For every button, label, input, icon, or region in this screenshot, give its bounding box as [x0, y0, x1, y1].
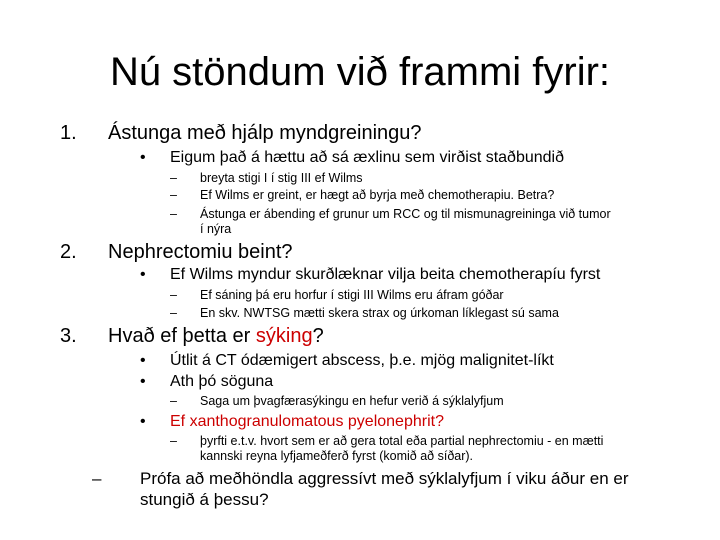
- item-3-bullet-2: •: [140, 373, 146, 390]
- item-1-subsub-3-cont: í nýra: [200, 222, 232, 236]
- item-1-dash-1: –: [170, 171, 177, 185]
- item-3-text-before: Hvað ef þetta er: [108, 325, 256, 347]
- item-3-text-red: sýking: [255, 325, 313, 347]
- item-1-subsub-2: Ef Wilms er greint, er hægt að byrja með chemotherapiu. Betra?: [200, 188, 555, 202]
- item-1-subsub-3: Ástunga er ábending ef grunur um RCC og til mismunagreininga við tumor: [200, 207, 611, 221]
- item-3-subsub-2-line-2: kannski reyna lyfjameðferð fyrst (komið að síðar).: [200, 449, 474, 463]
- item-3-number: 3.: [60, 325, 77, 347]
- item-3-sub-1-line-2: Ath þó söguna: [170, 373, 274, 390]
- item-3-subsub-2-line-1: þyrfti e.t.v. hvort sem er að gera total eða partial nephrectomiu - en mætti: [200, 434, 604, 448]
- item-3-dash-2: –: [170, 434, 177, 448]
- item-2-bullet: •: [140, 266, 146, 283]
- slide-title: Nú stöndum við frammi fyrir:: [109, 50, 611, 94]
- item-2-subsub-1: Ef sáning þá eru horfur í stigi III Wilms eru áfram góðar: [200, 288, 504, 302]
- item-2-sub: Ef Wilms myndur skurðlæknar vilja beita chemotherapíu fyrst: [170, 266, 601, 283]
- item-1-number: 1.: [60, 122, 77, 144]
- final-dash: –: [92, 469, 102, 488]
- item-1-dash-2: –: [170, 188, 177, 202]
- item-3-text-after: ?: [312, 325, 324, 347]
- item-3-text: [108, 325, 324, 348]
- item-1-dash-3: –: [170, 207, 177, 221]
- item-2-dash-1: –: [170, 288, 177, 302]
- item-3-bullet-1: •: [140, 352, 146, 369]
- item-2-dash-2: –: [170, 306, 177, 320]
- item-1-bullet: •: [140, 149, 146, 166]
- item-1-text: Ástunga með hjálp myndgreiningu?: [108, 122, 422, 144]
- item-2-subsub-2: En skv. NWTSG mætti skera strax og úrkoman líklegast sú sama: [200, 306, 559, 320]
- item-2-number: 2.: [60, 241, 77, 263]
- final-line-2: stungið á þessu?: [140, 490, 269, 509]
- final-line-1: Prófa að meðhöndla aggressívt með sýklalyfjum í viku áður en er: [140, 469, 629, 488]
- item-3-dash-1: –: [170, 394, 177, 408]
- item-1-subsub-1: breyta stigi I í stig III ef Wilms: [200, 171, 363, 185]
- item-2-text: Nephrectomiu beint?: [108, 241, 293, 263]
- item-3-subsub-1: Saga um þvagfærasýkingu en hefur verið á sýklalyfjum: [200, 394, 504, 408]
- item-3-sub-1-line-1: Útlit á CT ódæmigert abscess, þ.e. mjög malignitet-líkt: [170, 352, 554, 369]
- item-3-bullet-3: •: [140, 413, 146, 430]
- item-3-sub-2: Ef xanthogranulomatous pyelonephrit?: [170, 413, 444, 430]
- item-1-sub: Eigum það á hættu að sá æxlinu sem virðist staðbundið: [170, 149, 564, 166]
